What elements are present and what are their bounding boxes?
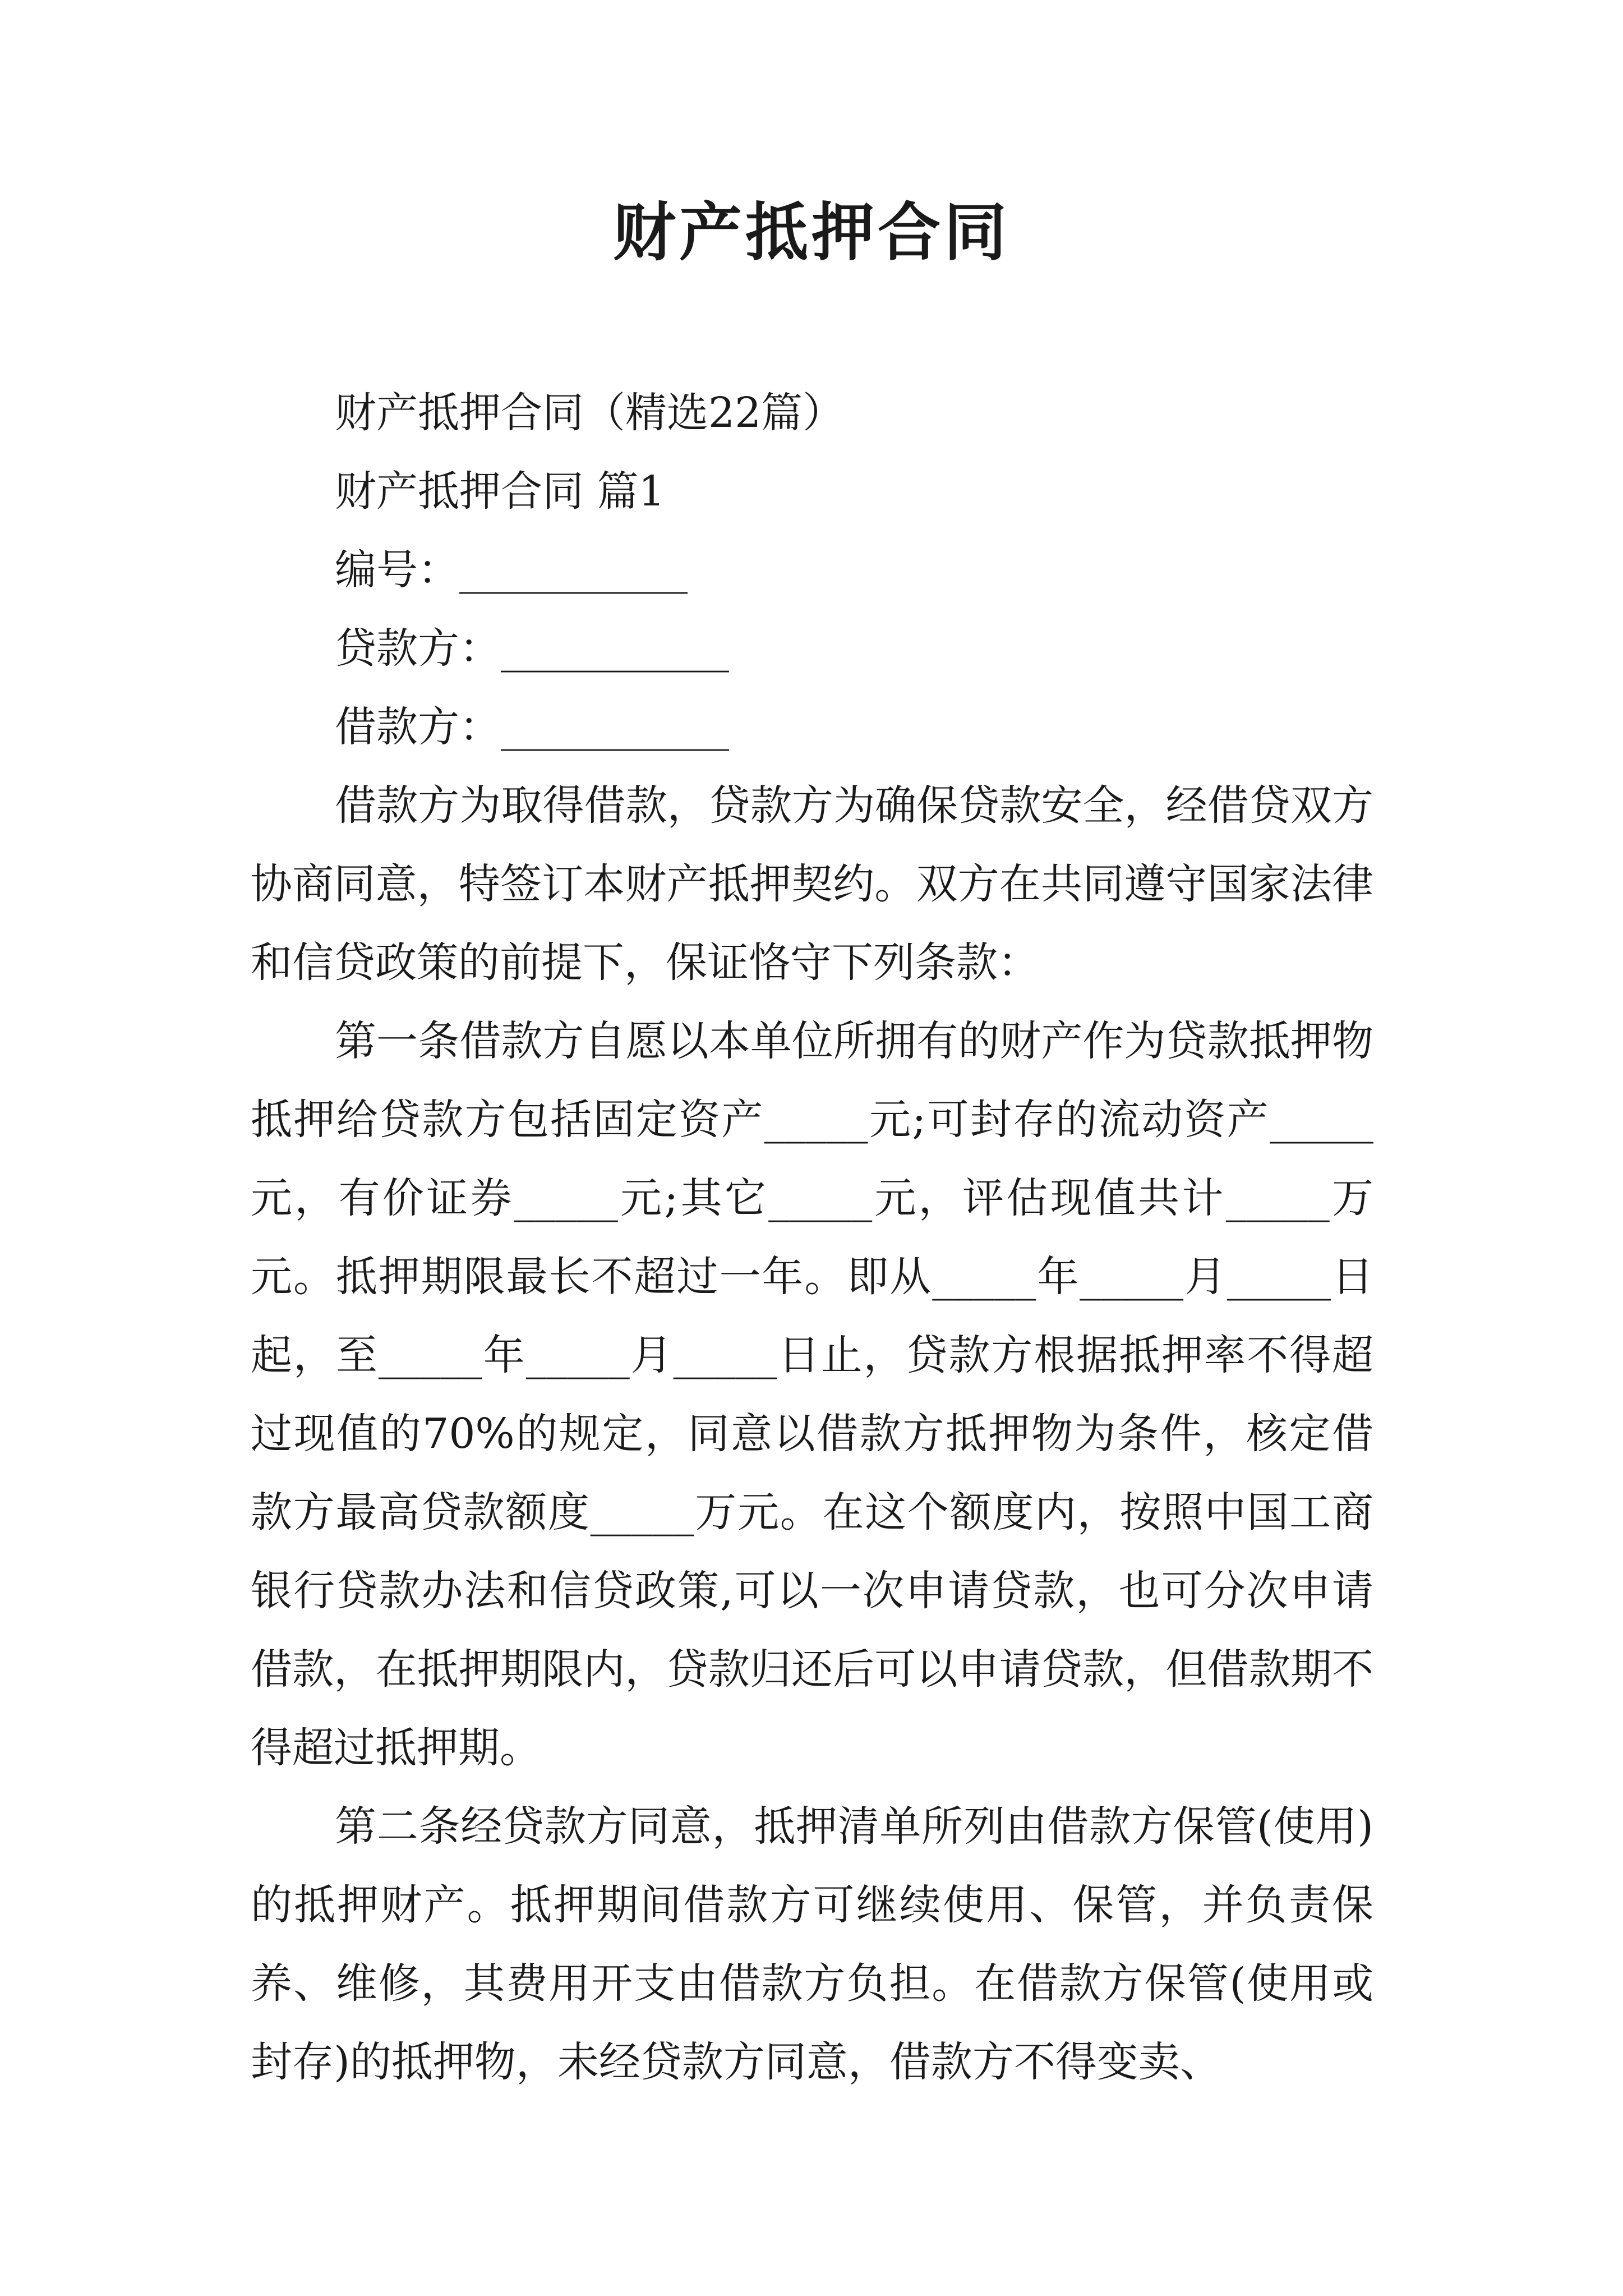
lender-field: 贷款方：___________: [335, 624, 729, 673]
article-2-paragraph: 第二条经贷款方同意，抵押清单所列由借款方保管(使用)的抵押财产。抵押期间借款方可继续使用、保管，并负责保养、维修，其费用开支由借款方负担。在借款方保管(使用或封存)的抵押物，未经贷款方同意，借款方不得变卖、: [251, 1802, 1373, 2086]
number-field: 编号：___________: [335, 546, 688, 594]
section-heading: 财产抵押合同 篇1: [335, 467, 665, 516]
intro-paragraph: 借款方为取得借款，贷款方为确保贷款安全，经借贷双方协商同意，特签订本财产抵押契约。双方在共同遵守国家法律和信贷政策的前提下，保证恪守下列条款：: [251, 781, 1373, 987]
borrower-field: 借款方：___________: [335, 703, 729, 751]
article-1-paragraph: 第一条借款方自愿以本单位所拥有的财产作为贷款抵押物抵押给贷款方包括固定资产_____元;可封存的流动资产_____元，有价证券_____元;其它_____元，评估现值共计_____万元。抵押期限最长不超过一年。即从_____年_____月_____日起，至_____年_____月_____日止，贷款方根据抵押率不得超过现值的70%的规定，同意以借款方抵押物为条件，核定借款方最高贷款额度_____万元。在这个额度内，按照中国工商银行贷款办法和信贷政策,可以一次申请贷款，也可分次申请借款，在抵押期限内，贷款归还后可以申请贷款，但借款期不得超过抵押期。: [251, 1017, 1373, 1772]
document-subtitle: 财产抵押合同（精选22篇）: [335, 389, 845, 437]
document-body: [251, 374, 1373, 2101]
document-title: 财产抵押合同: [613, 196, 1010, 269]
